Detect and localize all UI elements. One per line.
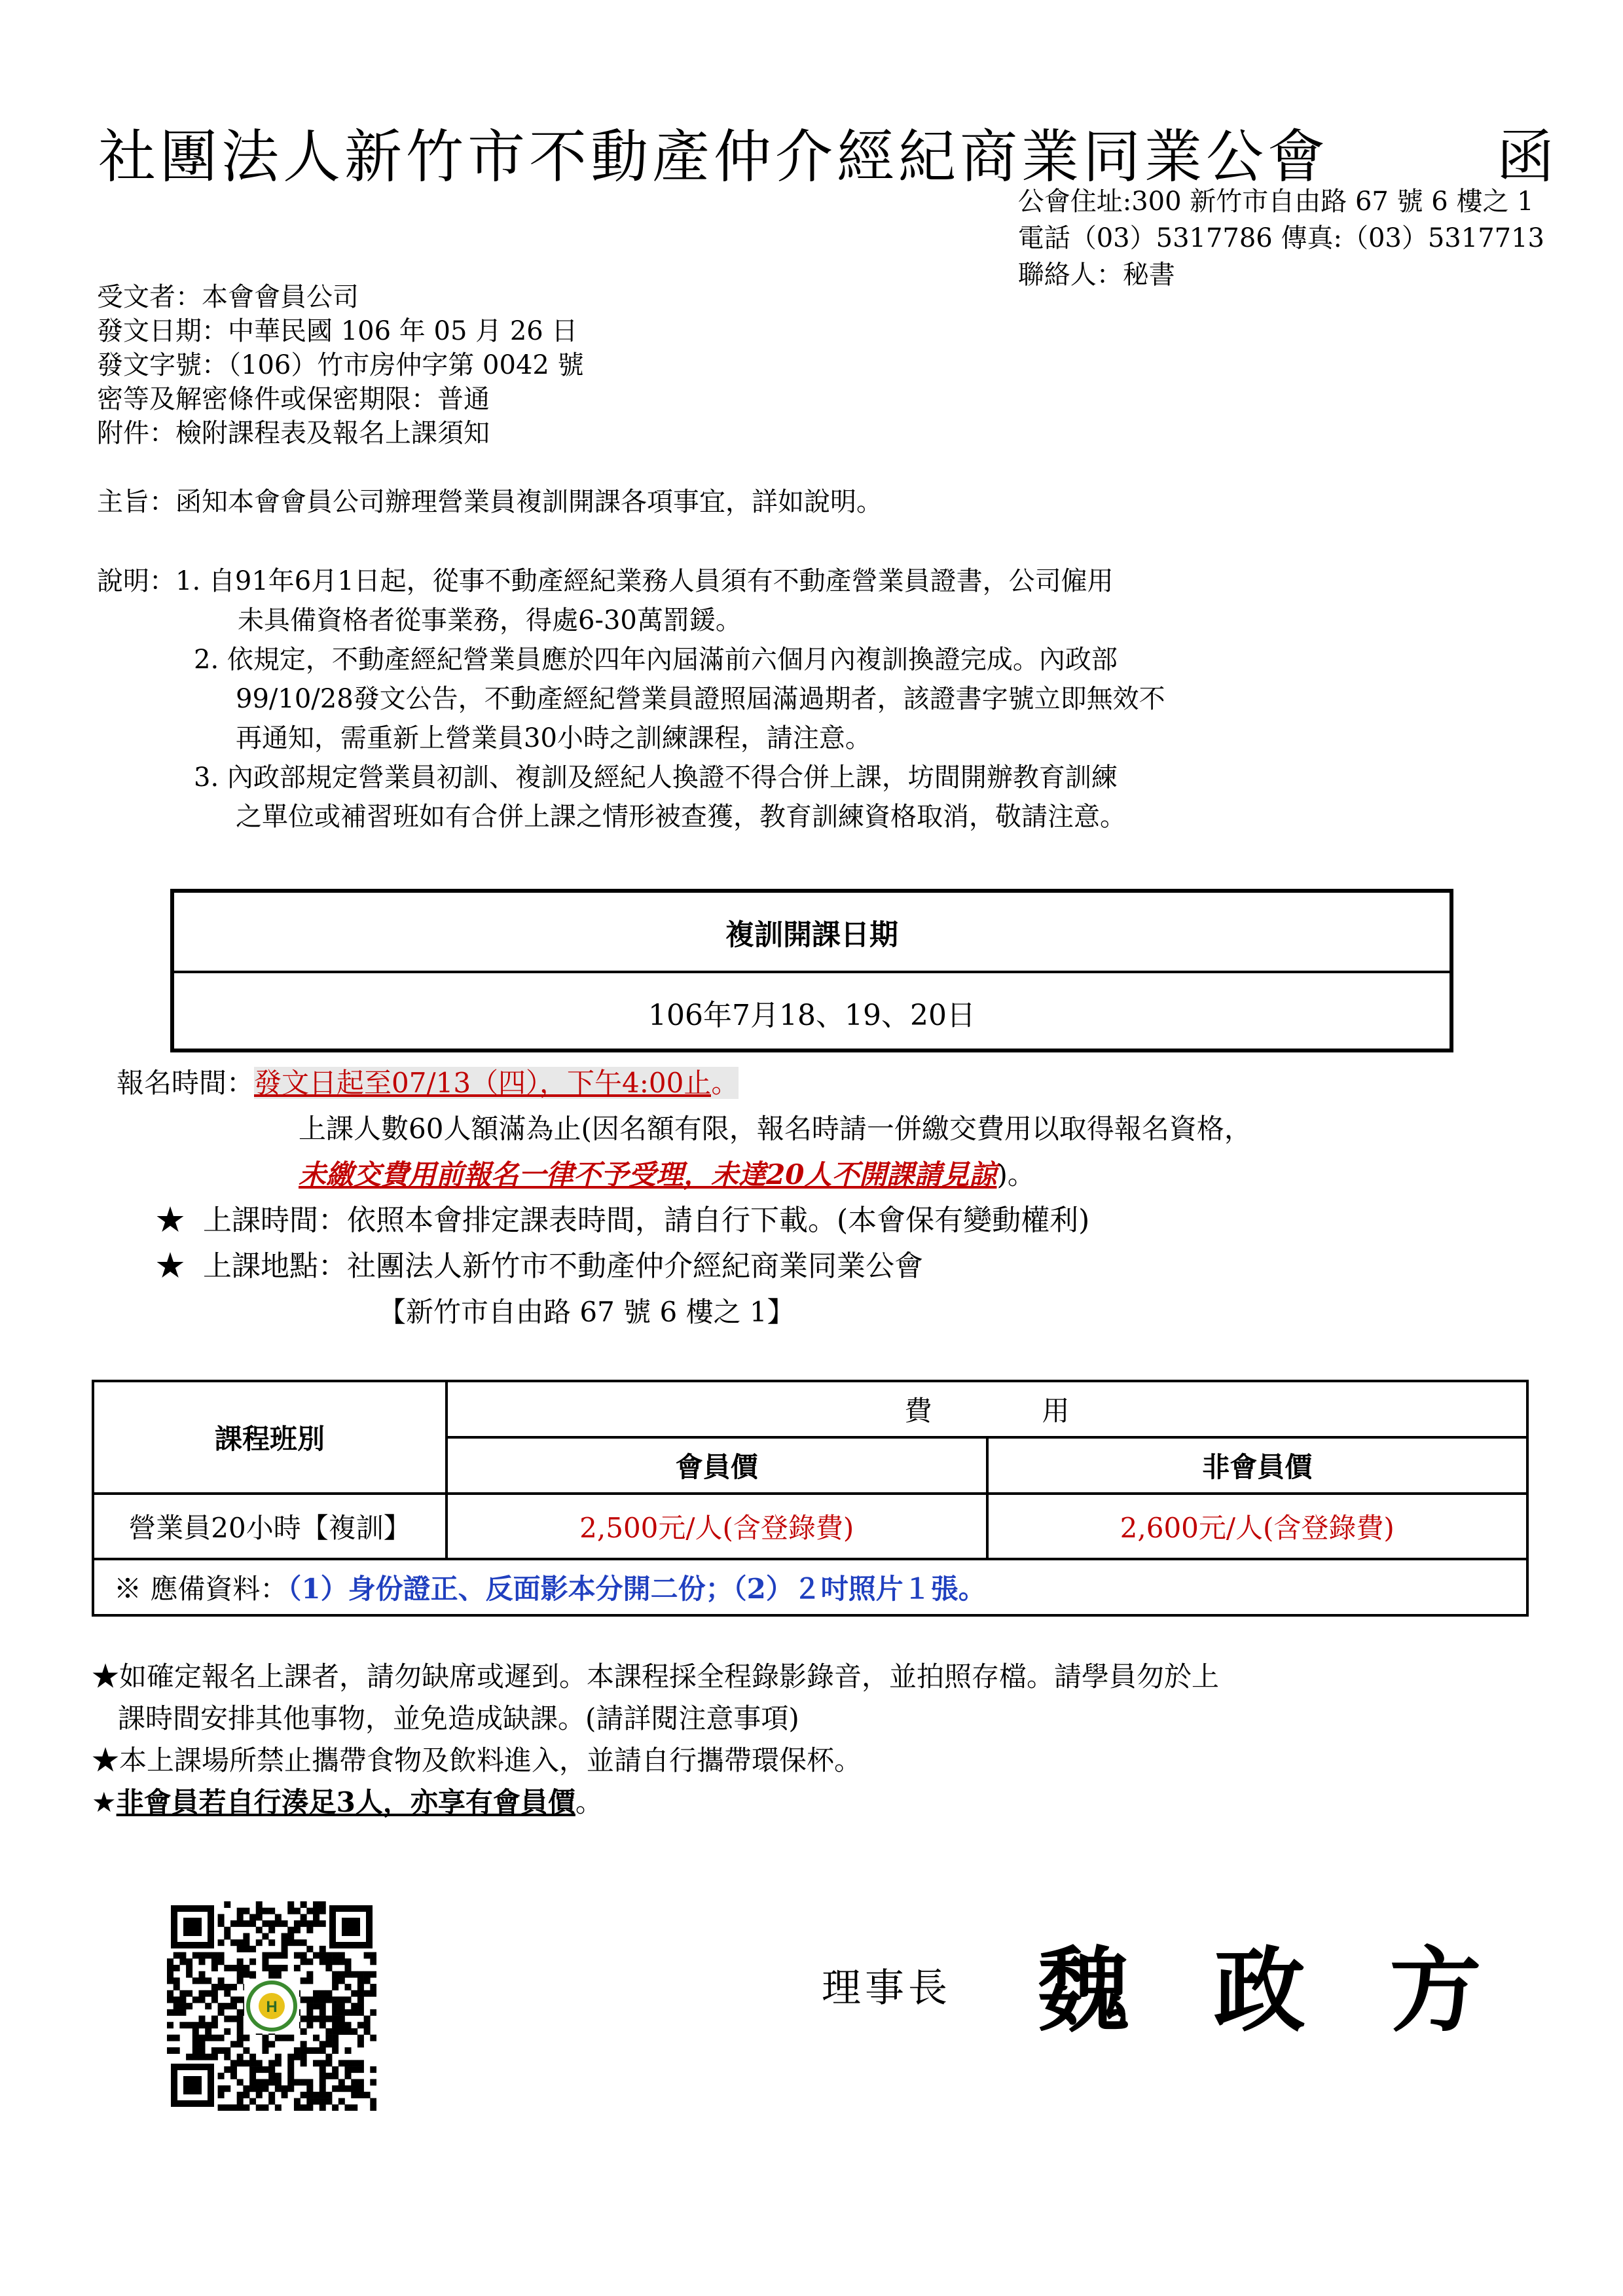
issue-date: 發文日期：中華民國 106 年 05 月 26 日 <box>97 316 578 346</box>
class-address: 【新竹市自由路 67 號 6 樓之 1】 <box>378 1296 795 1328</box>
note-line: ★本上課場所禁止攜帶食物及飲料進入，並請自行攜帶環保杯。 <box>92 1744 862 1776</box>
org-phone: 電話（03）5317786 傳真:（03）5317713 <box>1017 223 1544 253</box>
explanation-line: 之單位或補習班如有合併上課之情形被查獲，教育訓練資格取消，敬請注意。 <box>236 802 1126 832</box>
star-icon: ★ <box>92 1786 117 1818</box>
course-name: 營業員20小時【複訓】 <box>93 1494 447 1559</box>
col-fee-header: 費 用 <box>447 1381 1527 1437</box>
class-location: 上課地點：社團法人新竹市不動產仲介經紀商業同業公會 <box>202 1249 923 1283</box>
required-docs-value: （1）身份證正、反面影本分開二份；（2）２吋照片１張。 <box>287 1573 986 1605</box>
nonmember-price: 2,600元/人(含登錄費) <box>987 1494 1528 1559</box>
star-icon: ★ <box>156 1249 185 1283</box>
registration-block <box>117 1060 1252 1335</box>
explanation-line: 2. 依規定，不動產經紀營業員應於四年內屆滿前六個月內複訓換證完成。內政部 <box>194 645 1118 675</box>
explanation-line: 3. 內政部規定營業員初訓、複訓及經紀人換證不得合併上課，坊間開辦教育訓練 <box>194 762 1118 793</box>
explanation <box>97 562 1504 836</box>
payment-warning: 未繳交費用前報名一律不予受理，未達20人不開課請見諒 <box>299 1158 997 1191</box>
course-date-heading: 複訓開課日期 <box>174 893 1450 973</box>
registration-label: 報名時間： <box>117 1067 255 1099</box>
class-location-row <box>117 1244 1252 1289</box>
course-date-value: 106年7月18、19、20日 <box>648 998 976 1032</box>
course-date-box <box>170 889 1453 1052</box>
note-line: ★如確定報名上課者，請勿缺席或遲到。本課程採全程錄影錄音，並拍照存檔。請學員勿於上 <box>92 1660 1220 1693</box>
subject: 主旨：函知本會會員公司辦理營業員複訓開課各項事宜，詳如說明。 <box>97 487 883 517</box>
explanation-line: 再通知，需重新上營業員30小時之訓練課程，請注意。 <box>236 723 871 753</box>
class-time-row <box>117 1198 1252 1244</box>
org-contact: 聯絡人：秘書 <box>1017 260 1175 290</box>
capacity-text: 上課人數60人額滿為止(因名額有限，報名時請一併繳交費用以取得報名資格， <box>299 1113 1252 1145</box>
col-nonmember-header: 非會員價 <box>987 1437 1528 1494</box>
svg-text:H: H <box>266 1998 278 2016</box>
recipient: 受文者：本會會員公司 <box>97 282 359 312</box>
org-contact-block <box>1018 183 1544 293</box>
doc-type: 函 <box>1496 123 1558 190</box>
explanation-line: 說明：1. 自91年6月1日起，從事不動產經紀業務人員須有不動產營業員證書，公司僱用 <box>97 566 1114 596</box>
qr-code-icon <box>167 1901 376 2111</box>
note-line <box>92 1782 1552 1823</box>
col-member-header: 會員價 <box>447 1437 987 1494</box>
registration-period-row <box>117 1060 1252 1106</box>
fee-table <box>92 1380 1529 1617</box>
nonmember-discount: 非會員若自行湊足3人，亦享有會員價 <box>116 1786 575 1818</box>
required-docs-label: ※ 應備資料： <box>114 1573 288 1605</box>
registration-period-end: 。 <box>711 1067 739 1099</box>
secrecy-level: 密等及解密條件或保密期限：普通 <box>97 384 490 414</box>
warning-end: )。 <box>996 1158 1035 1191</box>
required-docs <box>93 1559 1527 1615</box>
table-row <box>93 1494 1527 1559</box>
registration-period: 發文日起至07/13（四），下午4:00止 <box>254 1067 712 1099</box>
class-time: 上課時間：依照本會排定課表時間，請自行下載。(本會保有變動權利) <box>202 1204 1090 1237</box>
note-end: 。 <box>575 1786 603 1818</box>
notes-block <box>92 1656 1552 1823</box>
table-row <box>93 1559 1527 1615</box>
doc-number: 發文字號：（106）竹市房仲字第 0042 號 <box>97 350 584 380</box>
explanation-line: 99/10/28發文公告，不動產經紀營業員證照屆滿過期者，該證書字號立即無效不 <box>236 684 1165 714</box>
member-price: 2,500元/人(含登錄費) <box>447 1494 987 1559</box>
table-row <box>93 1381 1527 1437</box>
note-line: 課時間安排其他事物，並免造成缺課。(請詳閱注意事項) <box>118 1702 799 1734</box>
col-course-header: 課程班別 <box>93 1381 447 1494</box>
qr-code-graphic <box>167 1901 376 2111</box>
warning-row <box>117 1152 1252 1198</box>
star-icon: ★ <box>156 1204 185 1237</box>
doc-meta <box>97 280 584 450</box>
attachment: 附件：檢附課程表及報名上課須知 <box>97 418 490 448</box>
explanation-line: 未具備資格者從事業務，得處6-30萬罰鍰。 <box>238 605 742 636</box>
org-address: 公會住址:300 新竹市自由路 67 號 6 樓之 1 <box>1017 187 1534 217</box>
signature-name: 魏 政 方 <box>1038 1937 1508 2045</box>
org-name: 社團法人新竹市不動產仲介經紀商業同業公會 <box>98 123 1330 190</box>
signature-title: 理事長 <box>822 1965 951 2011</box>
document-title <box>98 111 1558 194</box>
